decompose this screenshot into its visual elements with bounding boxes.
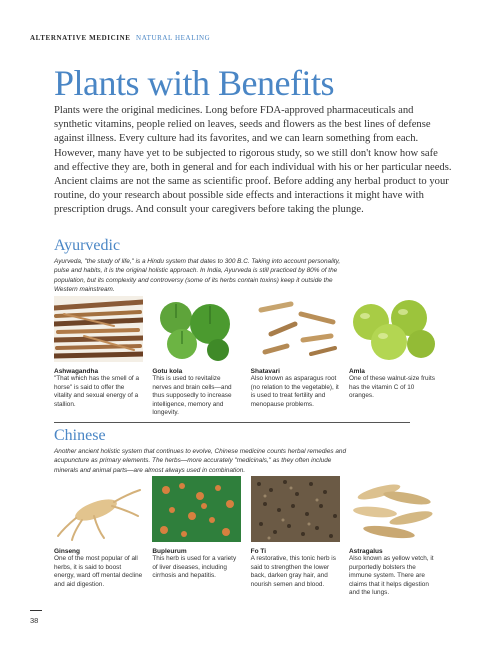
amla-fruits-image xyxy=(349,296,438,362)
section-divider xyxy=(54,422,410,423)
herb-name: Gotu kola xyxy=(152,368,183,375)
herb-name: Shatavari xyxy=(250,368,280,375)
astragalus-slices-image xyxy=(349,476,438,542)
page-title: Plants with Benefits xyxy=(54,63,334,103)
herb-name: Ashwagandha xyxy=(54,368,99,375)
ayurvedic-description: Ayurveda, "the study of life," is a Hindu system that dates to 300 B.C. Taking into account personality, pulse and habits, it is the original holistic approach. In India, Ayurveda is still practiced by 80% of the population, but its complexity and controversy (some of its herbs contain toxins) keep it outside the Western mainstream. xyxy=(54,258,341,293)
chinese-herb-grid xyxy=(54,476,438,598)
gotu-kola-leaves-image xyxy=(152,296,241,362)
subsection-label: NATURAL HEALING xyxy=(136,34,211,42)
herb-name: Bupleurum xyxy=(152,548,187,555)
herb-name: Fo Ti xyxy=(250,548,267,555)
ayurvedic-heading: Ayurvedic xyxy=(54,237,121,254)
herb-card-gotu-kola xyxy=(152,296,241,418)
section-label: ALTERNATIVE MEDICINE xyxy=(30,34,131,42)
herb-name: Amla xyxy=(348,368,365,375)
bupleurum-plant-image xyxy=(152,476,241,542)
section-header xyxy=(30,34,210,42)
herb-card-shatavari xyxy=(251,296,340,418)
ashwagandha-roots-image xyxy=(54,296,143,362)
herb-card-ashwagandha xyxy=(54,296,143,418)
herb-description: One of these walnut-size fruits has the vitamin C of 10 oranges. xyxy=(348,375,435,400)
ginseng-root-image xyxy=(54,476,143,542)
herb-card-astragalus xyxy=(349,476,438,598)
intro-paragraph: Plants were the original medicines. Long before FDA-approved pharmaceuticals and synthetic vitamins, people relied on leaves, seeds and flowers as the best lines of defense against illness. Every culture had its favorites, and we can learn something from each. However, many have yet to be subjected to rigorous study, so we still don't know how safe and effective they are, both in general and for each individual with his or her particular needs. Ancient claims are not the same as scientific proof. Before adding any herbal product to your routine, do your research about possible side effects and interactions it might have with prescription drugs. And consult your caregivers before taking the plunge. xyxy=(54,105,452,216)
page-number: 38 xyxy=(30,616,39,625)
fo-ti-seeds-image xyxy=(251,476,340,542)
herb-description: Also known as asparagus root (no relation to the vegetable), it is used to treat fertility and menopause problems. xyxy=(250,375,339,408)
herb-description: This herb is used for a variety of liver diseases, including cirrhosis and hepatitis. xyxy=(152,555,237,580)
chinese-heading: Chinese xyxy=(54,427,106,444)
herb-name: Ginseng xyxy=(54,548,81,555)
herb-card-ginseng xyxy=(54,476,143,598)
herb-description: "That which has the smell of a horse" is said to offer the vitality and sexual energy of a stallion. xyxy=(54,375,140,408)
herb-description: Also known as yellow vetch, it purportedly bolsters the immune system. There are claims that it helps digestion and the lungs. xyxy=(348,555,434,597)
herb-card-bupleurum xyxy=(152,476,241,598)
herb-name: Astragalus xyxy=(348,548,383,555)
shatavari-root-pieces-image xyxy=(251,296,340,362)
footer-rule xyxy=(30,610,42,611)
herb-description: A restorative, this tonic herb is said to strengthen the lower back, darken gray hair, and nourish semen and blood. xyxy=(250,555,336,588)
herb-description: This is used to revitalize nerves and brain cells—and thus supposedly to increase intelligence, memory and longevity. xyxy=(152,375,232,417)
ayurvedic-herb-grid xyxy=(54,296,438,418)
chinese-description: Another ancient holistic system that continues to evolve, Chinese medicine counts herbal remedies and acupuncture as primary elements. The herbs—more accurately "medicinals," as they often include minerals and animal parts—are almost always used in combination. xyxy=(54,448,347,474)
herb-card-amla xyxy=(349,296,438,418)
herb-description: One of the most popular of all herbs, it is said to boost energy, ward off mental decline and aid digestion. xyxy=(54,555,143,588)
herb-card-fo-ti xyxy=(251,476,340,598)
